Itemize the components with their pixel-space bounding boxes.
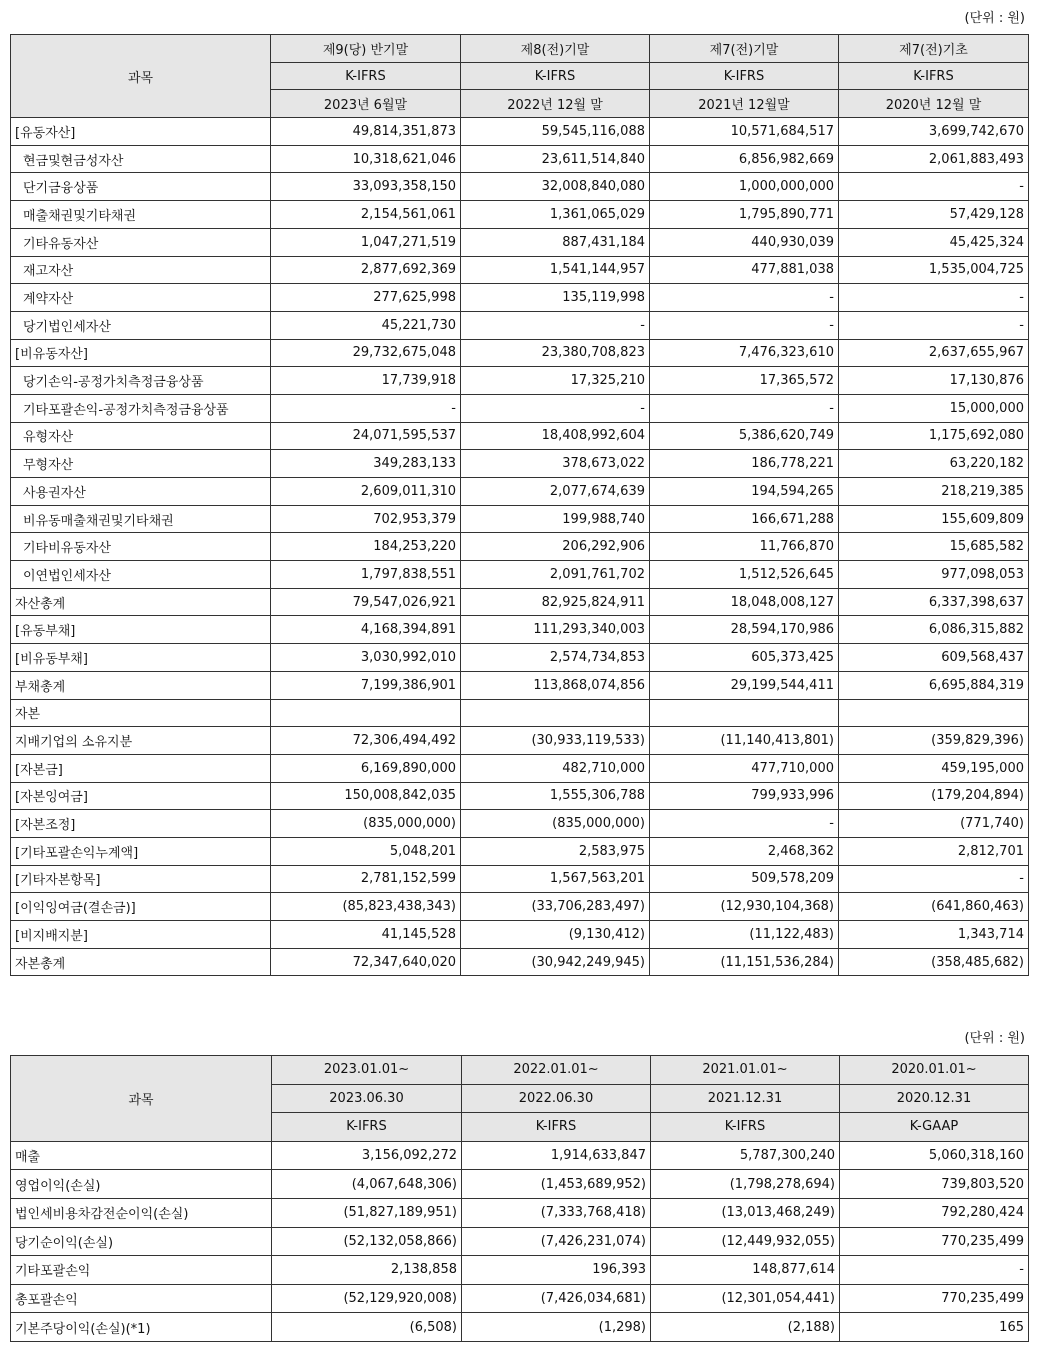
balance-row-value: 29,732,675,048 (271, 339, 461, 367)
balance-row-value: (835,000,000) (271, 810, 461, 838)
income-table-row (11, 1284, 1029, 1313)
balance-table-row (11, 588, 1029, 616)
balance-row-value: 24,071,595,537 (271, 422, 461, 450)
balance-row-value: 799,933,996 (650, 782, 839, 810)
balance-row-value: 17,365,572 (650, 367, 839, 395)
balance-unit-label: (단위 : 원) (964, 11, 1025, 26)
balance-row-label: 자본총계 (11, 948, 271, 976)
balance-row-label: 매출채권및기타채권 (11, 201, 271, 229)
balance-row-value: - (271, 394, 461, 422)
income-col-from: 2021.01.01~ (651, 1056, 840, 1085)
balance-table-row (11, 671, 1029, 699)
balance-table-row (11, 644, 1029, 672)
balance-row-value: 23,611,514,840 (461, 145, 650, 173)
balance-row-value: 3,030,992,010 (271, 644, 461, 672)
balance-table-row (11, 478, 1029, 506)
balance-row-value: 1,000,000,000 (650, 173, 839, 201)
balance-row-value: 166,671,288 (650, 505, 839, 533)
balance-row-label: [자본잉여금] (11, 782, 271, 810)
balance-row-value: 17,130,876 (839, 367, 1029, 395)
balance-row-label: 당기손익-공정가치측정금융상품 (11, 367, 271, 395)
balance-row-value: 17,739,918 (271, 367, 461, 395)
balance-col-date: 2020년 12월 말 (839, 90, 1029, 118)
balance-col-std: K-IFRS (839, 62, 1029, 90)
balance-row-value: 194,594,265 (650, 478, 839, 506)
balance-row-value: 59,545,116,088 (461, 118, 650, 146)
balance-row-value: (359,829,396) (839, 727, 1029, 755)
income-row-value: (51,827,189,951) (272, 1198, 462, 1227)
balance-row-value: (11,151,536,284) (650, 948, 839, 976)
income-col-std: K-GAAP (840, 1113, 1029, 1142)
balance-row-value: 199,988,740 (461, 505, 650, 533)
balance-row-value: 206,292,906 (461, 533, 650, 561)
balance-sheet-table (10, 34, 1029, 976)
balance-row-value: (33,706,283,497) (461, 893, 650, 921)
balance-row-value: 1,361,065,029 (461, 201, 650, 229)
balance-row-value: 2,637,655,967 (839, 339, 1029, 367)
balance-row-label: [유동자산] (11, 118, 271, 146)
income-row-value: (2,188) (651, 1313, 840, 1342)
income-statement-table (10, 1055, 1029, 1342)
balance-row-value: 11,766,870 (650, 533, 839, 561)
balance-row-value: 72,347,640,020 (271, 948, 461, 976)
balance-row-label: [자본금] (11, 754, 271, 782)
income-row-value: (7,333,768,418) (462, 1198, 651, 1227)
balance-row-value: (835,000,000) (461, 810, 650, 838)
income-row-value: (12,301,054,441) (651, 1284, 840, 1313)
income-row-value: (13,013,468,249) (651, 1198, 840, 1227)
balance-row-value: 2,091,761,702 (461, 561, 650, 589)
income-col-to: 2023.06.30 (272, 1084, 462, 1113)
balance-table-row (11, 616, 1029, 644)
balance-subject-header: 과목 (11, 35, 271, 118)
balance-row-label: [비지배지분] (11, 921, 271, 949)
balance-row-value: 1,795,890,771 (650, 201, 839, 229)
balance-row-value: 1,047,271,519 (271, 228, 461, 256)
income-row-label: 당기순이익(손실) (11, 1227, 272, 1256)
balance-col-std: K-IFRS (461, 62, 650, 90)
balance-row-value: - (650, 810, 839, 838)
balance-table-row (11, 561, 1029, 589)
balance-row-label: 자본 (11, 699, 271, 727)
balance-row-value: 1,343,714 (839, 921, 1029, 949)
balance-row-value: - (650, 284, 839, 312)
balance-row-value: 977,098,053 (839, 561, 1029, 589)
balance-table-row (11, 699, 1029, 727)
balance-row-value: 609,568,437 (839, 644, 1029, 672)
balance-row-value: - (650, 394, 839, 422)
balance-table-row (11, 754, 1029, 782)
income-row-value: (7,426,034,681) (462, 1284, 651, 1313)
balance-row-value: 509,578,209 (650, 865, 839, 893)
income-row-value: (7,426,231,074) (462, 1227, 651, 1256)
balance-row-value: 1,541,144,957 (461, 256, 650, 284)
income-col-std: K-IFRS (651, 1113, 840, 1142)
income-row-value: (52,132,058,866) (272, 1227, 462, 1256)
balance-row-value: 113,868,074,856 (461, 671, 650, 699)
balance-row-value: - (839, 865, 1029, 893)
balance-table-row (11, 837, 1029, 865)
balance-row-value: 6,337,398,637 (839, 588, 1029, 616)
income-row-value: 3,156,092,272 (272, 1141, 462, 1170)
balance-row-value: 2,877,692,369 (271, 256, 461, 284)
balance-row-label: [기타포괄손익누계액] (11, 837, 271, 865)
balance-row-value: 702,953,379 (271, 505, 461, 533)
balance-row-value: (358,485,682) (839, 948, 1029, 976)
balance-row-value: 6,086,315,882 (839, 616, 1029, 644)
income-row-value: - (840, 1256, 1029, 1285)
balance-row-value: (179,204,894) (839, 782, 1029, 810)
balance-row-value: 57,429,128 (839, 201, 1029, 229)
balance-row-label: [비유동자산] (11, 339, 271, 367)
balance-row-value: (30,942,249,945) (461, 948, 650, 976)
balance-row-value: 28,594,170,986 (650, 616, 839, 644)
balance-row-value: 482,710,000 (461, 754, 650, 782)
balance-row-value: 29,199,544,411 (650, 671, 839, 699)
balance-row-value: 2,609,011,310 (271, 478, 461, 506)
balance-row-value: 277,625,998 (271, 284, 461, 312)
balance-row-label: 기타유동자산 (11, 228, 271, 256)
balance-row-value: 378,673,022 (461, 450, 650, 478)
income-row-value: 5,060,318,160 (840, 1141, 1029, 1170)
balance-row-value: 5,386,620,749 (650, 422, 839, 450)
balance-table-row (11, 865, 1029, 893)
balance-row-value: 477,881,038 (650, 256, 839, 284)
balance-row-value: (85,823,438,343) (271, 893, 461, 921)
balance-row-label: [비유동부채] (11, 644, 271, 672)
balance-table-row (11, 311, 1029, 339)
income-row-value: (1,453,689,952) (462, 1170, 651, 1199)
balance-row-value: 2,781,152,599 (271, 865, 461, 893)
balance-row-value: (12,930,104,368) (650, 893, 839, 921)
balance-row-value: 2,468,362 (650, 837, 839, 865)
balance-table-row (11, 256, 1029, 284)
income-row-value: 792,280,424 (840, 1198, 1029, 1227)
balance-row-value: - (839, 173, 1029, 201)
income-unit-label: (단위 : 원) (964, 1031, 1025, 1046)
balance-row-value: 17,325,210 (461, 367, 650, 395)
balance-header-row-period (11, 35, 1029, 63)
balance-row-value: 1,567,563,201 (461, 865, 650, 893)
balance-row-value: (9,130,412) (461, 921, 650, 949)
balance-row-value: 15,685,582 (839, 533, 1029, 561)
balance-row-value: 7,199,386,901 (271, 671, 461, 699)
balance-row-value: 1,797,838,551 (271, 561, 461, 589)
balance-row-value: 218,219,385 (839, 478, 1029, 506)
income-table-row (11, 1227, 1029, 1256)
balance-row-value: 605,373,425 (650, 644, 839, 672)
balance-row-value: 10,571,684,517 (650, 118, 839, 146)
balance-col-date: 2021년 12월말 (650, 90, 839, 118)
balance-table-row (11, 921, 1029, 949)
balance-table-row (11, 284, 1029, 312)
balance-row-label: 당기법인세자산 (11, 311, 271, 339)
balance-row-label: [유동부채] (11, 616, 271, 644)
balance-row-value: 72,306,494,492 (271, 727, 461, 755)
balance-table-row (11, 173, 1029, 201)
balance-row-label: 자산총계 (11, 588, 271, 616)
balance-row-value: 2,574,734,853 (461, 644, 650, 672)
income-subject-header: 과목 (11, 1056, 272, 1142)
balance-row-value: - (839, 284, 1029, 312)
balance-row-value: 459,195,000 (839, 754, 1029, 782)
balance-row-value: 349,283,133 (271, 450, 461, 478)
balance-table-row (11, 810, 1029, 838)
income-row-value: 165 (840, 1313, 1029, 1342)
balance-table-row (11, 201, 1029, 229)
income-row-label: 기타포괄손익 (11, 1256, 272, 1285)
balance-table-row (11, 505, 1029, 533)
balance-col-date: 2023년 6월말 (271, 90, 461, 118)
balance-col-period: 제8(전)기말 (461, 35, 650, 63)
income-table-row (11, 1313, 1029, 1342)
balance-row-value: 1,512,526,645 (650, 561, 839, 589)
income-row-value: 1,914,633,847 (462, 1141, 651, 1170)
income-table-row (11, 1170, 1029, 1199)
balance-row-value (461, 699, 650, 727)
balance-col-period: 제9(당) 반기말 (271, 35, 461, 63)
balance-row-value: 2,154,561,061 (271, 201, 461, 229)
balance-row-label: 기타포괄손익-공정가치측정금융상품 (11, 394, 271, 422)
balance-row-label: 지배기업의 소유지분 (11, 727, 271, 755)
balance-row-value: 1,535,004,725 (839, 256, 1029, 284)
income-table-row (11, 1198, 1029, 1227)
balance-row-label: 계약자산 (11, 284, 271, 312)
balance-row-value: 33,093,358,150 (271, 173, 461, 201)
balance-row-label: [이익잉여금(결손금)] (11, 893, 271, 921)
income-col-std: K-IFRS (272, 1113, 462, 1142)
balance-table-row (11, 893, 1029, 921)
balance-row-value (271, 699, 461, 727)
balance-table-row (11, 948, 1029, 976)
balance-row-value: 150,008,842,035 (271, 782, 461, 810)
balance-row-value: 4,168,394,891 (271, 616, 461, 644)
balance-row-value: 1,175,692,080 (839, 422, 1029, 450)
balance-col-period: 제7(전)기초 (839, 35, 1029, 63)
balance-row-label: 사용권자산 (11, 478, 271, 506)
balance-col-period: 제7(전)기말 (650, 35, 839, 63)
balance-row-value: 440,930,039 (650, 228, 839, 256)
balance-row-value: 63,220,182 (839, 450, 1029, 478)
income-row-label: 법인세비용차감전순이익(손실) (11, 1198, 272, 1227)
balance-table-row (11, 118, 1029, 146)
balance-row-value: 6,169,890,000 (271, 754, 461, 782)
balance-row-value: 111,293,340,003 (461, 616, 650, 644)
balance-row-label: [자본조정] (11, 810, 271, 838)
balance-row-value: 49,814,351,873 (271, 118, 461, 146)
balance-row-value: (771,740) (839, 810, 1029, 838)
income-col-from: 2020.01.01~ (840, 1056, 1029, 1085)
income-col-from: 2022.01.01~ (462, 1056, 651, 1085)
balance-row-value: 135,119,998 (461, 284, 650, 312)
balance-row-value: (11,122,483) (650, 921, 839, 949)
balance-row-label: 이연법인세자산 (11, 561, 271, 589)
balance-table-row (11, 145, 1029, 173)
balance-row-label: 기타비유동자산 (11, 533, 271, 561)
balance-row-value: 5,048,201 (271, 837, 461, 865)
balance-row-value: 18,408,992,604 (461, 422, 650, 450)
balance-row-value: 477,710,000 (650, 754, 839, 782)
income-row-label: 영업이익(손실) (11, 1170, 272, 1199)
balance-row-value: 10,318,621,046 (271, 145, 461, 173)
balance-table-row (11, 394, 1029, 422)
balance-row-value: 1,555,306,788 (461, 782, 650, 810)
balance-col-date: 2022년 12월 말 (461, 90, 650, 118)
balance-table-row (11, 422, 1029, 450)
income-row-value: 5,787,300,240 (651, 1141, 840, 1170)
balance-row-label: 재고자산 (11, 256, 271, 284)
balance-row-value: 2,061,883,493 (839, 145, 1029, 173)
income-row-value: 148,877,614 (651, 1256, 840, 1285)
balance-table-row (11, 367, 1029, 395)
balance-row-value: 2,812,701 (839, 837, 1029, 865)
income-table-row (11, 1256, 1029, 1285)
balance-row-value: 45,221,730 (271, 311, 461, 339)
balance-row-value: 2,583,975 (461, 837, 650, 865)
income-row-value: (1,798,278,694) (651, 1170, 840, 1199)
income-col-to: 2022.06.30 (462, 1084, 651, 1113)
income-header-row-from (11, 1056, 1029, 1085)
balance-row-value: 3,699,742,670 (839, 118, 1029, 146)
balance-row-value: 2,077,674,639 (461, 478, 650, 506)
income-row-value: 770,235,499 (840, 1227, 1029, 1256)
balance-col-std: K-IFRS (271, 62, 461, 90)
income-row-value: (12,449,932,055) (651, 1227, 840, 1256)
balance-row-label: 무형자산 (11, 450, 271, 478)
income-col-to: 2020.12.31 (840, 1084, 1029, 1113)
income-row-value: 739,803,520 (840, 1170, 1029, 1199)
balance-row-value: 155,609,809 (839, 505, 1029, 533)
income-row-value: (4,067,648,306) (272, 1170, 462, 1199)
balance-row-label: 유형자산 (11, 422, 271, 450)
balance-table-row (11, 450, 1029, 478)
balance-row-value: 45,425,324 (839, 228, 1029, 256)
balance-row-label: 현금및현금성자산 (11, 145, 271, 173)
balance-row-value: (11,140,413,801) (650, 727, 839, 755)
balance-row-value (839, 699, 1029, 727)
balance-row-value: (30,933,119,533) (461, 727, 650, 755)
balance-row-value: 887,431,184 (461, 228, 650, 256)
balance-row-value: 23,380,708,823 (461, 339, 650, 367)
income-row-value: 2,138,858 (272, 1256, 462, 1285)
balance-row-value: - (650, 311, 839, 339)
balance-row-value: 184,253,220 (271, 533, 461, 561)
balance-row-value: 6,695,884,319 (839, 671, 1029, 699)
income-row-label: 총포괄손익 (11, 1284, 272, 1313)
balance-row-label: [기타자본항목] (11, 865, 271, 893)
balance-row-label: 단기금융상품 (11, 173, 271, 201)
balance-row-value: 186,778,221 (650, 450, 839, 478)
income-row-value: 196,393 (462, 1256, 651, 1285)
balance-table-row (11, 533, 1029, 561)
balance-table-row (11, 339, 1029, 367)
balance-row-value: 7,476,323,610 (650, 339, 839, 367)
balance-row-value: 6,856,982,669 (650, 145, 839, 173)
income-col-std: K-IFRS (462, 1113, 651, 1142)
balance-table-row (11, 228, 1029, 256)
balance-table-row (11, 727, 1029, 755)
balance-col-std: K-IFRS (650, 62, 839, 90)
balance-row-value: 79,547,026,921 (271, 588, 461, 616)
balance-row-value: - (461, 394, 650, 422)
balance-row-value: 32,008,840,080 (461, 173, 650, 201)
balance-row-value: 82,925,824,911 (461, 588, 650, 616)
income-row-label: 기본주당이익(손실)(*1) (11, 1313, 272, 1342)
income-row-value: 770,235,499 (840, 1284, 1029, 1313)
balance-row-label: 부채총계 (11, 671, 271, 699)
income-col-from: 2023.01.01~ (272, 1056, 462, 1085)
income-row-value: (6,508) (272, 1313, 462, 1342)
balance-row-value: 15,000,000 (839, 394, 1029, 422)
income-table-row (11, 1141, 1029, 1170)
balance-row-value: 41,145,528 (271, 921, 461, 949)
income-col-to: 2021.12.31 (651, 1084, 840, 1113)
balance-table-row (11, 782, 1029, 810)
balance-row-value (650, 699, 839, 727)
balance-row-value: 18,048,008,127 (650, 588, 839, 616)
balance-row-value: - (839, 311, 1029, 339)
balance-row-label: 비유동매출채권및기타채권 (11, 505, 271, 533)
income-row-value: (1,298) (462, 1313, 651, 1342)
balance-row-value: (641,860,463) (839, 893, 1029, 921)
income-row-value: (52,129,920,008) (272, 1284, 462, 1313)
balance-row-value: - (461, 311, 650, 339)
income-row-label: 매출 (11, 1141, 272, 1170)
